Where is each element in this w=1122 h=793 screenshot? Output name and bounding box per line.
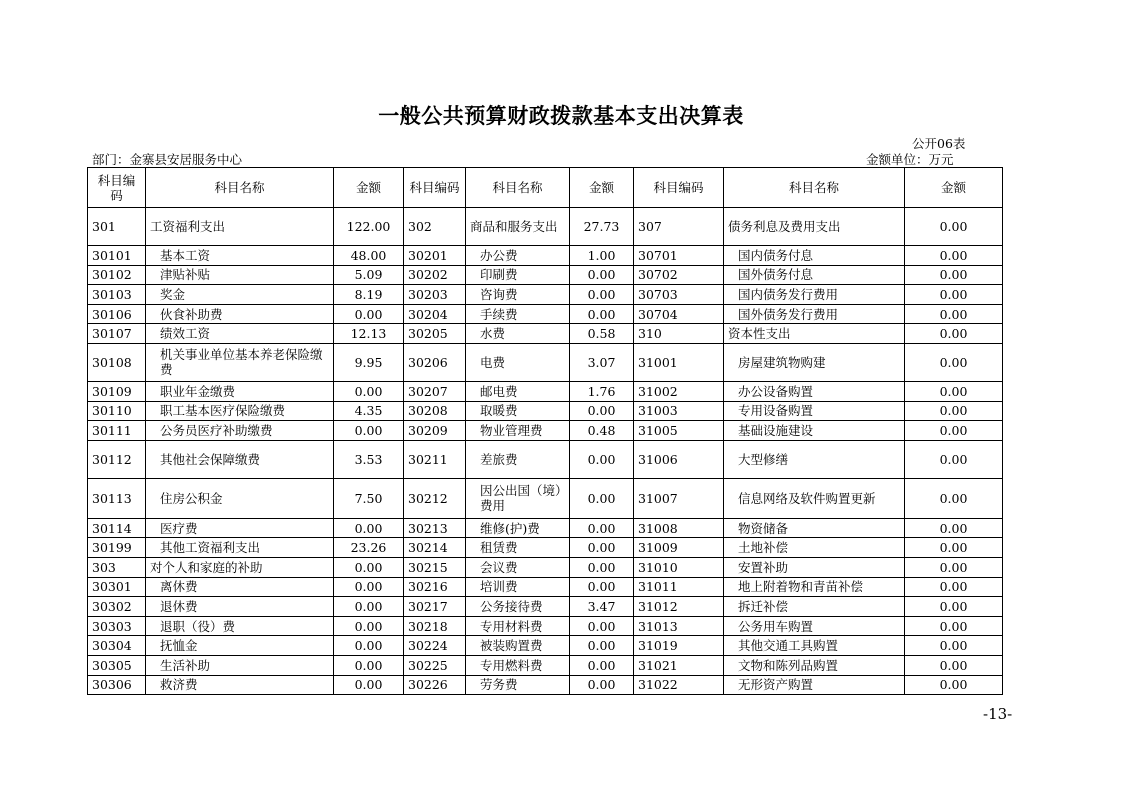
amount-value: 0.00	[905, 597, 1003, 617]
table-row	[88, 616, 1003, 636]
department-label: 部门：金寨县安居服务中心	[92, 152, 243, 167]
amount-value: 0.00	[334, 597, 404, 617]
page-number: -13-	[983, 705, 1013, 723]
subject-code: 30301	[88, 577, 146, 597]
table-row	[88, 324, 1003, 344]
amount-value: 4.35	[334, 401, 404, 421]
amount-value: 0.00	[905, 421, 1003, 441]
subject-code: 30202	[404, 265, 466, 285]
subject-code: 31005	[634, 421, 724, 441]
subject-code: 31006	[634, 440, 724, 478]
subject-name: 债务利息及费用支出	[724, 208, 905, 246]
header-code-1: 科目编码	[88, 168, 146, 208]
table-row	[88, 597, 1003, 617]
subject-code: 30101	[88, 246, 146, 266]
subject-code: 30703	[634, 285, 724, 305]
subject-name: 安置补助	[724, 557, 905, 577]
subject-name: 房屋建筑物购建	[724, 343, 905, 381]
amount-value: 0.00	[570, 285, 634, 305]
subject-name: 因公出国（境）费用	[466, 478, 570, 518]
amount-value: 1.00	[570, 246, 634, 266]
subject-code: 31003	[634, 401, 724, 421]
amount-value: 0.58	[570, 324, 634, 344]
amount-value: 0.00	[334, 655, 404, 675]
table-row	[88, 636, 1003, 656]
subject-name: 专用设备购置	[724, 401, 905, 421]
subject-code: 30305	[88, 655, 146, 675]
subject-code: 307	[634, 208, 724, 246]
subject-name: 对个人和家庭的补助	[146, 557, 334, 577]
subject-name: 租赁费	[466, 538, 570, 558]
subject-name: 水费	[466, 324, 570, 344]
subject-name: 维修(护)费	[466, 518, 570, 538]
subject-code: 302	[404, 208, 466, 246]
amount-value: 1.76	[570, 381, 634, 401]
amount-value: 0.00	[570, 478, 634, 518]
subject-name: 工资福利支出	[146, 208, 334, 246]
amount-value: 0.00	[905, 265, 1003, 285]
expenditure-table	[87, 167, 1003, 695]
table-row	[88, 208, 1003, 246]
table-row	[88, 557, 1003, 577]
subject-code: 31009	[634, 538, 724, 558]
table-row	[88, 440, 1003, 478]
subject-code: 30106	[88, 304, 146, 324]
amount-value: 3.53	[334, 440, 404, 478]
subject-code: 31007	[634, 478, 724, 518]
subject-name: 公务接待费	[466, 597, 570, 617]
subject-code: 30102	[88, 265, 146, 285]
table-row	[88, 304, 1003, 324]
amount-value: 9.95	[334, 343, 404, 381]
subject-name: 资本性支出	[724, 324, 905, 344]
subject-name: 其他交通工具购置	[724, 636, 905, 656]
subject-code: 30114	[88, 518, 146, 538]
subject-code: 31013	[634, 616, 724, 636]
subject-code: 30208	[404, 401, 466, 421]
table-row	[88, 421, 1003, 441]
subject-code: 30209	[404, 421, 466, 441]
subject-code: 31022	[634, 675, 724, 695]
table-row	[88, 246, 1003, 266]
amount-value: 0.00	[570, 675, 634, 695]
subject-code: 30204	[404, 304, 466, 324]
subject-code: 31021	[634, 655, 724, 675]
amount-value: 0.00	[570, 304, 634, 324]
subject-name: 国内债务付息	[724, 246, 905, 266]
subject-name: 伙食补助费	[146, 304, 334, 324]
amount-value: 0.00	[905, 285, 1003, 305]
amount-value: 0.00	[905, 324, 1003, 344]
subject-code: 30207	[404, 381, 466, 401]
amount-value: 0.00	[334, 636, 404, 656]
subject-name: 专用燃料费	[466, 655, 570, 675]
amount-value: 0.00	[905, 401, 1003, 421]
table-row	[88, 538, 1003, 558]
table-row	[88, 285, 1003, 305]
header-code-2: 科目编码	[404, 168, 466, 208]
amount-unit-label: 金额单位：万元	[866, 152, 954, 167]
subject-name: 住房公积金	[146, 478, 334, 518]
subject-code: 30216	[404, 577, 466, 597]
header-name-1: 科目名称	[146, 168, 334, 208]
header-name-3: 科目名称	[724, 168, 905, 208]
subject-name: 被装购置费	[466, 636, 570, 656]
table-row	[88, 343, 1003, 381]
subject-name: 地上附着物和青苗补偿	[724, 577, 905, 597]
amount-value: 0.00	[905, 478, 1003, 518]
subject-code: 31008	[634, 518, 724, 538]
amount-value: 0.00	[334, 421, 404, 441]
amount-value: 0.00	[905, 538, 1003, 558]
amount-value: 23.26	[334, 538, 404, 558]
subject-code: 30109	[88, 381, 146, 401]
amount-value: 0.00	[570, 440, 634, 478]
subject-code: 30306	[88, 675, 146, 695]
subject-name: 退休费	[146, 597, 334, 617]
amount-value: 0.00	[905, 577, 1003, 597]
subject-name: 物资储备	[724, 518, 905, 538]
subject-name: 商品和服务支出	[466, 208, 570, 246]
amount-value: 7.50	[334, 478, 404, 518]
subject-name: 公务员医疗补助缴费	[146, 421, 334, 441]
subject-name: 国内债务发行费用	[724, 285, 905, 305]
subject-name: 土地补偿	[724, 538, 905, 558]
subject-name: 会议费	[466, 557, 570, 577]
subject-code: 30212	[404, 478, 466, 518]
subject-name: 无形资产购置	[724, 675, 905, 695]
subject-name: 基础设施建设	[724, 421, 905, 441]
table-row	[88, 478, 1003, 518]
subject-code: 30211	[404, 440, 466, 478]
subject-name: 信息网络及软件购置更新	[724, 478, 905, 518]
amount-value: 0.00	[905, 636, 1003, 656]
table-row	[88, 655, 1003, 675]
subject-code: 30112	[88, 440, 146, 478]
subject-code: 31011	[634, 577, 724, 597]
subject-code: 30704	[634, 304, 724, 324]
amount-value: 0.00	[334, 675, 404, 695]
subject-name: 奖金	[146, 285, 334, 305]
subject-name: 专用材料费	[466, 616, 570, 636]
header-code-3: 科目编码	[634, 168, 724, 208]
amount-value: 0.00	[570, 655, 634, 675]
subject-name: 差旅费	[466, 440, 570, 478]
header-name-2: 科目名称	[466, 168, 570, 208]
amount-value: 0.00	[334, 304, 404, 324]
amount-value: 0.00	[905, 208, 1003, 246]
amount-value: 0.00	[905, 381, 1003, 401]
subject-code: 30214	[404, 538, 466, 558]
amount-value: 0.00	[570, 265, 634, 285]
amount-value: 0.00	[334, 518, 404, 538]
amount-value: 0.00	[905, 557, 1003, 577]
subject-name: 拆迁补偿	[724, 597, 905, 617]
amount-value: 0.00	[905, 655, 1003, 675]
subject-code: 310	[634, 324, 724, 344]
subject-name: 劳务费	[466, 675, 570, 695]
subject-name: 职业年金缴费	[146, 381, 334, 401]
subject-code: 30213	[404, 518, 466, 538]
amount-value: 122.00	[334, 208, 404, 246]
amount-value: 0.00	[905, 440, 1003, 478]
page-title: 一般公共预算财政拨款基本支出决算表	[378, 103, 744, 128]
subject-code: 30110	[88, 401, 146, 421]
subject-name: 办公设备购置	[724, 381, 905, 401]
subject-code: 31010	[634, 557, 724, 577]
amount-value: 0.00	[334, 616, 404, 636]
subject-name: 生活补助	[146, 655, 334, 675]
amount-value: 5.09	[334, 265, 404, 285]
subject-name: 职工基本医疗保险缴费	[146, 401, 334, 421]
subject-code: 30224	[404, 636, 466, 656]
amount-value: 0.00	[905, 343, 1003, 381]
subject-name: 津贴补贴	[146, 265, 334, 285]
amount-value: 3.07	[570, 343, 634, 381]
subject-code: 30215	[404, 557, 466, 577]
subject-code: 30302	[88, 597, 146, 617]
subject-name: 印刷费	[466, 265, 570, 285]
subject-code: 30701	[634, 246, 724, 266]
table-header-row	[88, 168, 1003, 208]
subject-name: 物业管理费	[466, 421, 570, 441]
subject-code: 30218	[404, 616, 466, 636]
amount-value: 0.00	[905, 246, 1003, 266]
subject-name: 公务用车购置	[724, 616, 905, 636]
subject-code: 30107	[88, 324, 146, 344]
subject-code: 30108	[88, 343, 146, 381]
subject-code: 30201	[404, 246, 466, 266]
subject-name: 基本工资	[146, 246, 334, 266]
subject-name: 其他社会保障缴费	[146, 440, 334, 478]
subject-name: 咨询费	[466, 285, 570, 305]
amount-value: 0.00	[905, 518, 1003, 538]
amount-value: 8.19	[334, 285, 404, 305]
amount-value: 0.48	[570, 421, 634, 441]
form-number: 公开06表	[912, 136, 966, 151]
subject-name: 培训费	[466, 577, 570, 597]
subject-code: 30199	[88, 538, 146, 558]
subject-name: 救济费	[146, 675, 334, 695]
subject-code: 30205	[404, 324, 466, 344]
amount-value: 0.00	[570, 518, 634, 538]
header-amount-3: 金额	[905, 168, 1003, 208]
amount-value: 0.00	[570, 636, 634, 656]
subject-code: 30103	[88, 285, 146, 305]
header-amount-2: 金额	[570, 168, 634, 208]
amount-value: 0.00	[570, 538, 634, 558]
subject-name: 大型修缮	[724, 440, 905, 478]
amount-value: 0.00	[905, 304, 1003, 324]
amount-value: 0.00	[905, 675, 1003, 695]
subject-code: 30304	[88, 636, 146, 656]
subject-name: 医疗费	[146, 518, 334, 538]
amount-value: 0.00	[570, 557, 634, 577]
subject-code: 31001	[634, 343, 724, 381]
subject-code: 303	[88, 557, 146, 577]
subject-code: 31012	[634, 597, 724, 617]
amount-value: 48.00	[334, 246, 404, 266]
subject-name: 办公费	[466, 246, 570, 266]
header-amount-1: 金额	[334, 168, 404, 208]
amount-value: 0.00	[570, 401, 634, 421]
amount-value: 0.00	[334, 381, 404, 401]
subject-name: 电费	[466, 343, 570, 381]
subject-code: 30111	[88, 421, 146, 441]
amount-value: 12.13	[334, 324, 404, 344]
subject-name: 国外债务付息	[724, 265, 905, 285]
amount-value: 0.00	[334, 577, 404, 597]
subject-name: 抚恤金	[146, 636, 334, 656]
amount-value: 0.00	[905, 616, 1003, 636]
table-row	[88, 381, 1003, 401]
subject-name: 取暖费	[466, 401, 570, 421]
amount-value: 27.73	[570, 208, 634, 246]
table-row	[88, 265, 1003, 285]
subject-name: 其他工资福利支出	[146, 538, 334, 558]
subject-name: 绩效工资	[146, 324, 334, 344]
subject-name: 文物和陈列品购置	[724, 655, 905, 675]
subject-name: 退职（役）费	[146, 616, 334, 636]
subject-code: 31019	[634, 636, 724, 656]
subject-code: 30226	[404, 675, 466, 695]
table-row	[88, 518, 1003, 538]
subject-code: 30303	[88, 616, 146, 636]
subject-code: 30206	[404, 343, 466, 381]
amount-value: 0.00	[570, 577, 634, 597]
amount-value: 3.47	[570, 597, 634, 617]
table-row	[88, 401, 1003, 421]
table-row	[88, 577, 1003, 597]
subject-name: 邮电费	[466, 381, 570, 401]
subject-code: 301	[88, 208, 146, 246]
subject-code: 30203	[404, 285, 466, 305]
amount-value: 0.00	[570, 616, 634, 636]
subject-name: 国外债务发行费用	[724, 304, 905, 324]
subject-code: 30702	[634, 265, 724, 285]
subject-name: 机关事业单位基本养老保险缴费	[146, 343, 334, 381]
subject-code: 30113	[88, 478, 146, 518]
subject-code: 30225	[404, 655, 466, 675]
subject-name: 手续费	[466, 304, 570, 324]
table-row	[88, 675, 1003, 695]
subject-code: 30217	[404, 597, 466, 617]
subject-name: 离休费	[146, 577, 334, 597]
subject-code: 31002	[634, 381, 724, 401]
amount-value: 0.00	[334, 557, 404, 577]
